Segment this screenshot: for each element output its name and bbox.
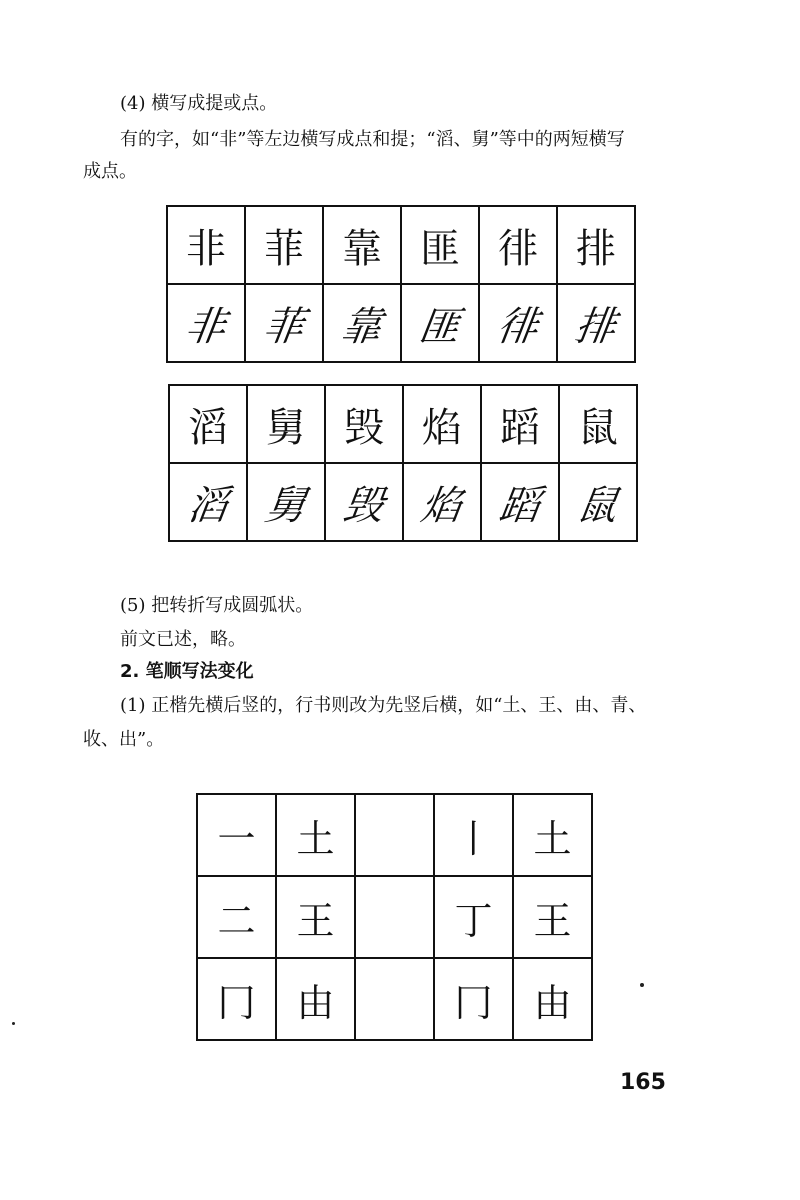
char-cell: 由 [513,958,592,1040]
char-cell [481,463,559,541]
char-glyph: 徘 [494,303,541,350]
char-cell [479,284,557,362]
char-glyph: 鼠 [574,482,621,529]
paragraph-line: 成点。 [83,161,137,182]
char-cell: 毁 [325,385,403,463]
char-cell: 鼠 [559,385,637,463]
empty-cell [355,794,434,876]
paragraph-line: 前文已述，略。 [120,629,246,650]
char-cell: 舅 [247,385,325,463]
paragraph-line: 收、出”。 [83,729,165,750]
char-glyph: 焰 [418,482,465,529]
speck [12,1022,15,1025]
char-cell: 滔 [169,385,247,463]
char-cell: 靠 [323,206,401,284]
char-glyph: 靠 [338,303,385,350]
char-cell [169,463,247,541]
char-glyph: 蹈 [496,482,543,529]
char-cell [401,284,479,362]
paragraph-line: 有的字，如“非”等左边横写成点和提；“滔、舅”等中的两短横写 [120,129,625,150]
char-cell: 土 [276,794,355,876]
char-cell: 匪 [401,206,479,284]
char-glyph: 滔 [184,482,231,529]
regular-script-row [167,206,635,284]
calligraphy-table-2 [168,384,638,542]
char-glyph: 毁 [340,482,387,529]
char-cell: 徘 [479,206,557,284]
char-glyph: 菲 [260,303,307,350]
char-cell [245,284,323,362]
item-4-heading: (4) 横写成提或点。 [120,93,278,114]
page-number: 165 [620,1070,666,1095]
char-cell [559,463,637,541]
char-cell: 菲 [245,206,323,284]
stroke-order-row [197,794,592,876]
char-cell [557,284,635,362]
running-script-row [167,284,635,362]
regular-script-row [169,385,637,463]
char-glyph: 匪 [416,303,463,350]
paragraph-line: (1) 正楷先横后竖的，行书则改为先竖后横，如“土、王、由、青、 [120,695,647,716]
char-cell: 非 [167,206,245,284]
char-cell: 蹈 [481,385,559,463]
stroke-order-table [196,793,593,1041]
char-cell: 王 [276,876,355,958]
char-cell [325,463,403,541]
char-cell [247,463,325,541]
empty-cell [355,876,434,958]
char-glyph: 非 [182,303,229,350]
calligraphy-table-1 [166,205,636,363]
empty-cell [355,958,434,1040]
stroke-cell: 二 [197,876,276,958]
running-script-row [169,463,637,541]
char-glyph: 舅 [262,482,309,529]
char-cell: 排 [557,206,635,284]
char-glyph: 排 [572,303,619,350]
char-cell: 土 [513,794,592,876]
char-cell [167,284,245,362]
stroke-cell: 丁 [434,876,513,958]
char-cell: 王 [513,876,592,958]
stroke-cell: 一 [197,794,276,876]
section-heading: 2. 笔顺写法变化 [120,661,254,682]
stroke-cell: 冂 [197,958,276,1040]
stroke-cell: 丨 [434,794,513,876]
char-cell [403,463,481,541]
speck [640,983,644,987]
stroke-cell: 冂 [434,958,513,1040]
char-cell [323,284,401,362]
stroke-order-row [197,958,592,1040]
char-cell: 焰 [403,385,481,463]
stroke-order-row [197,876,592,958]
char-cell: 由 [276,958,355,1040]
item-5-heading: (5) 把转折写成圆弧状。 [120,595,314,616]
